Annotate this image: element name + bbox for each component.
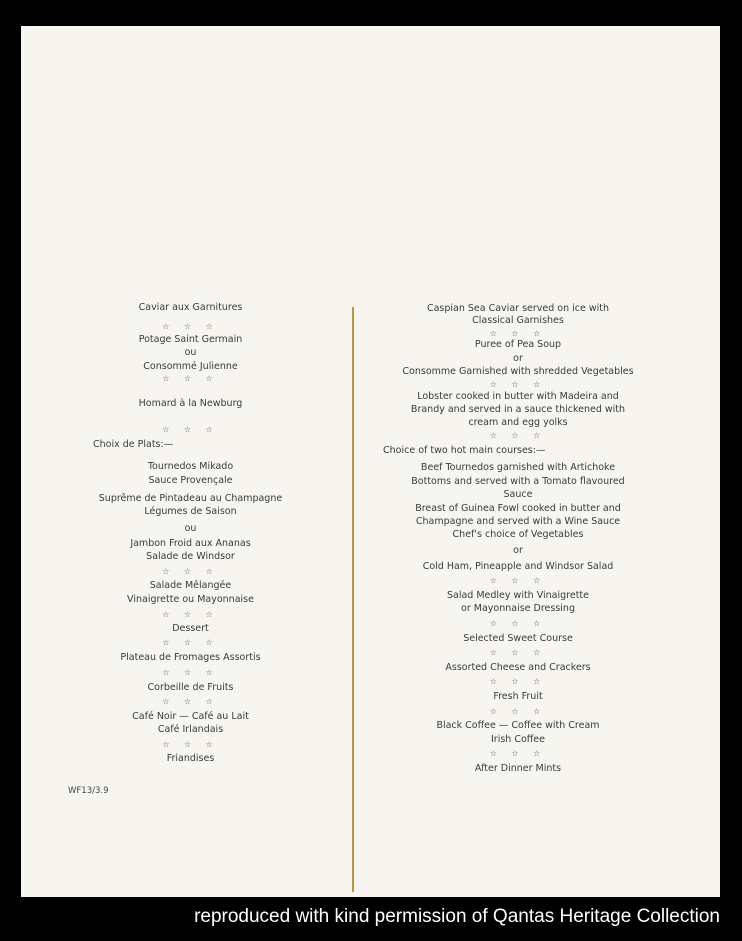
menu-line: ou	[184, 523, 197, 534]
menu-line: Consommé Julienne	[143, 361, 238, 372]
menu-line: Plateau de Fromages Assortis	[120, 652, 261, 663]
menu-line: Jambon Froid aux Ananas	[130, 538, 251, 549]
menu-line: Caviar aux Garnitures	[138, 302, 243, 313]
menu-line: Légumes de Saison	[144, 506, 237, 517]
star-separator: ☆ ☆ ☆	[489, 329, 547, 338]
menu-line: Salade de Windsor	[146, 551, 235, 562]
menu-line: Café Irlandais	[157, 724, 224, 735]
menu-line: Suprême de Pintadeau au Champagne	[98, 493, 283, 504]
menu-line: Black Coffee — Coffee with Cream	[436, 720, 600, 731]
menu-line: Selected Sweet Course	[463, 633, 573, 644]
menu-line: Fresh Fruit	[493, 691, 543, 702]
menu-line: cream and egg yolks	[468, 417, 568, 428]
menu-line: Friandises	[166, 753, 215, 764]
menu-line: Lobster cooked in butter with Madeira and	[417, 391, 619, 402]
section-heading: Choix de Plats:—	[93, 439, 174, 450]
menu-line: Puree of Pea Soup	[474, 339, 562, 350]
star-separator: ☆ ☆ ☆	[162, 610, 219, 619]
menu-line: ou	[184, 347, 197, 358]
menu-line: Beef Tournedos garnished with Artichoke	[420, 462, 616, 473]
star-separator: ☆ ☆ ☆	[489, 648, 547, 657]
star-separator: ☆ ☆ ☆	[489, 707, 547, 716]
menu-line: Assorted Cheese and Crackers	[445, 662, 591, 673]
star-separator: ☆ ☆ ☆	[162, 567, 219, 576]
menu-line: Consomme Garnished with shredded Vegetables	[402, 366, 634, 377]
menu-line: Vinaigrette ou Mayonnaise	[127, 594, 254, 605]
star-separator: ☆ ☆ ☆	[162, 638, 219, 647]
menu-line: Tournedos Mikado	[147, 461, 234, 472]
menu-line: Sauce	[503, 489, 533, 500]
menu-line: or	[513, 545, 523, 556]
menu-line: Brandy and served in a sauce thickened with	[410, 404, 626, 415]
menu-line: Breast of Guinea Fowl cooked in butter and	[415, 503, 621, 514]
star-separator: ☆ ☆ ☆	[489, 619, 547, 628]
menu-line: Corbeille de Fruits	[147, 682, 234, 693]
star-separator: ☆ ☆ ☆	[162, 425, 219, 434]
menu-line: Potage Saint Germain	[138, 334, 243, 345]
menu-line: Caspian Sea Caviar served on ice with	[426, 303, 610, 314]
menu-code: WF13/3.9	[68, 786, 109, 796]
gold-divider-line	[352, 307, 354, 892]
menu-line: Homard à la Newburg	[138, 398, 243, 409]
star-separator: ☆ ☆ ☆	[489, 380, 547, 389]
menu-line: Café Noir — Café au Lait	[132, 711, 249, 722]
credit-caption: reproduced with kind permission of Qantas Heritage Collection	[194, 906, 720, 927]
star-separator: ☆ ☆ ☆	[489, 431, 547, 440]
star-separator: ☆ ☆ ☆	[162, 697, 219, 706]
menu-line: Champagne and served with a Wine Sauce	[415, 516, 621, 527]
menu-line: or Mayonnaise Dressing	[461, 603, 575, 614]
menu-line: Irish Coffee	[490, 734, 546, 745]
menu-line: Salade Mêlangée	[149, 580, 232, 591]
section-heading: Choice of two hot main courses:—	[383, 445, 546, 456]
star-separator: ☆ ☆ ☆	[162, 322, 219, 331]
menu-line: Dessert	[172, 623, 209, 634]
menu-line: Cold Ham, Pineapple and Windsor Salad	[422, 561, 614, 572]
menu-line: Chef's choice of Vegetables	[452, 529, 584, 540]
menu-line: or	[513, 353, 523, 364]
star-separator: ☆ ☆ ☆	[162, 374, 219, 383]
star-separator: ☆ ☆ ☆	[489, 677, 547, 686]
star-separator: ☆ ☆ ☆	[489, 576, 547, 585]
menu-page	[21, 26, 720, 897]
star-separator: ☆ ☆ ☆	[162, 668, 219, 677]
menu-line: Classical Garnishes	[472, 315, 564, 326]
menu-line: Salad Medley with Vinaigrette	[446, 590, 589, 601]
star-separator: ☆ ☆ ☆	[162, 740, 219, 749]
menu-line: After Dinner Mints	[474, 763, 562, 774]
menu-line: Sauce Provençale	[148, 475, 233, 486]
star-separator: ☆ ☆ ☆	[489, 749, 547, 758]
menu-line: Bottoms and served with a Tomato flavoured	[411, 476, 625, 487]
